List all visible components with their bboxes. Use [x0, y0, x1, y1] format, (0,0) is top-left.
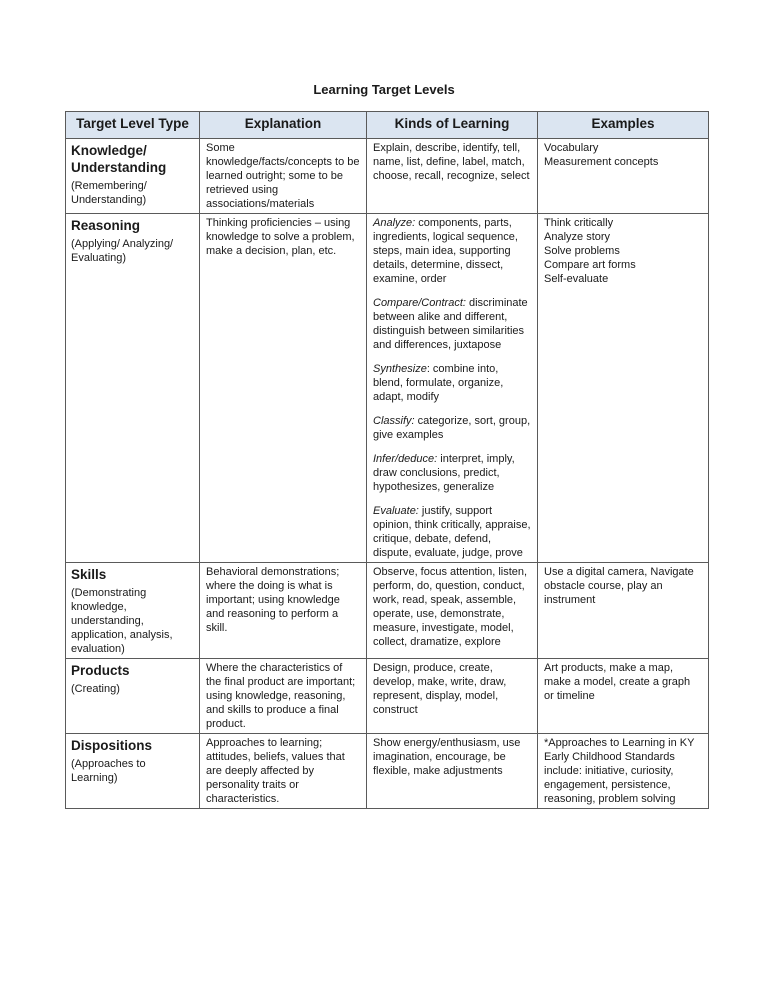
target-level-subtitle: (Approaches to Learning) [71, 758, 146, 784]
table-row-products [66, 659, 709, 734]
kind-text: Design, produce, create, develop, make, write, draw, represent, display, model, construct [373, 662, 507, 716]
example-item: Use a digital camera, Navigate obstacle course, play an instrument [544, 566, 694, 606]
explanation-cell [200, 214, 367, 563]
target-level-title: Products [71, 663, 130, 678]
explanation-cell [200, 139, 367, 214]
explanation-cell [200, 734, 367, 809]
target-level-type-cell [66, 659, 200, 734]
target-level-title: Skills [71, 567, 107, 582]
kinds-of-learning-cell [367, 139, 538, 214]
learning-target-table [65, 111, 709, 809]
kind-text: categorize, sort, group, give examples [373, 415, 531, 441]
table-row-skills [66, 563, 709, 659]
kind-text: justify, support opinion, think critically, appraise, critique, debate, defend, dispute, evaluate, judge, prove [373, 505, 531, 559]
target-level-subtitle: (Demonstrating knowledge, understanding, application, analysis, evaluation) [71, 587, 173, 655]
kind-text: Observe, focus attention, listen, perform, do, question, conduct, work, read, speak, assemble, operate, use, demonstrate, measure, investigate, model, collect, dramatize, explore [373, 566, 528, 648]
examples-cell [538, 214, 709, 563]
table-row-knowledge-understanding [66, 139, 709, 214]
kind-of-learning-item [373, 141, 531, 183]
header-target-level-type: Target Level Type [66, 112, 200, 139]
table-row-reasoning [66, 214, 709, 563]
example-item: Self-evaluate [544, 273, 609, 285]
header-kinds-of-learning: Kinds of Learning [367, 112, 538, 139]
explanation-cell [200, 563, 367, 659]
explanation-text: Some knowledge/facts/concepts to be learned outright; some to be retrieved using associations/materials [206, 142, 360, 210]
target-level-type-cell [66, 139, 200, 214]
examples-cell [538, 563, 709, 659]
kinds-of-learning-cell [367, 734, 538, 809]
target-level-subtitle: (Remembering/ Understanding) [71, 180, 147, 206]
examples-cell [538, 659, 709, 734]
kind-text: components, parts, ingredients, logical sequence, steps, main idea, supporting details, determine, dissect, examine, order [373, 217, 518, 285]
kind-of-learning-item [373, 362, 531, 404]
target-level-title: Knowledge/ Understanding [71, 143, 167, 175]
target-level-subtitle: (Applying/ Analyzing/ Evaluating) [71, 238, 174, 264]
example-item: Solve problems [544, 245, 620, 257]
kind-of-learning-item [373, 452, 531, 494]
example-item: Art products, make a map, make a model, create a graph or timeline [544, 662, 691, 702]
target-level-title: Reasoning [71, 218, 141, 233]
target-level-subtitle: (Creating) [71, 683, 120, 695]
kind-of-learning-item [373, 414, 531, 442]
kind-of-learning-item [373, 661, 531, 717]
target-level-type-cell [66, 214, 200, 563]
kind-text: Show energy/enthusiasm, use imagination, encourage, be flexible, make adjustments [373, 737, 521, 777]
kinds-of-learning-cell [367, 659, 538, 734]
target-level-title: Dispositions [71, 738, 153, 753]
example-item: Measurement concepts [544, 156, 659, 168]
example-item: *Approaches to Learning in KY Early Childhood Standards include: initiative, curiosity, engagement, persistence, reasoning, problem solving [544, 737, 695, 805]
kinds-of-learning-cell [367, 214, 538, 563]
page-title: Learning Target Levels [313, 82, 455, 97]
target-level-type-cell [66, 734, 200, 809]
table-header-row [66, 112, 709, 139]
kind-of-learning-item [373, 216, 531, 286]
examples-cell [538, 139, 709, 214]
example-item: Think critically [544, 217, 614, 229]
example-item: Analyze story [544, 231, 611, 243]
kind-of-learning-item [373, 736, 531, 778]
kind-of-learning-item [373, 296, 531, 352]
explanation-text: Approaches to learning; attitudes, beliefs, values that are deeply affected by personality traits or characteristics. [206, 737, 345, 805]
table-row-dispositions [66, 734, 709, 809]
header-explanation: Explanation [200, 112, 367, 139]
kind-of-learning-item [373, 565, 531, 649]
kind-text: interpret, imply, draw conclusions, predict, hypothesizes, generalize [373, 453, 515, 493]
explanation-cell [200, 659, 367, 734]
kind-of-learning-item [373, 504, 531, 560]
example-item: Compare art forms [544, 259, 636, 271]
kind-label: Analyze: [373, 217, 416, 229]
header-examples: Examples [538, 112, 709, 139]
kind-text: discriminate between alike and different, distinguish between similarities and differences, juxtapose [373, 297, 528, 351]
kind-text: Explain, describe, identify, tell, name, list, define, label, match, choose, recall, recognize, select [373, 142, 530, 182]
kind-text: : combine into, blend, formulate, organize, adapt, modify [373, 363, 504, 403]
kind-label: Infer/deduce: [373, 453, 438, 465]
target-level-type-cell [66, 563, 200, 659]
kind-label: Evaluate: [373, 505, 419, 517]
explanation-text: Behavioral demonstrations; where the doing is what is important; using knowledge and reasoning to perform a skill. [206, 566, 340, 634]
example-item: Vocabulary [544, 142, 599, 154]
kind-label: Classify: [373, 415, 415, 427]
kinds-of-learning-cell [367, 563, 538, 659]
examples-cell [538, 734, 709, 809]
explanation-text: Thinking proficiencies – using knowledge to solve a problem, make a decision, plan, etc. [206, 217, 355, 257]
explanation-text: Where the characteristics of the final product are important; using knowledge, reasoning, and skills to produce a final product. [206, 662, 356, 730]
kind-label: Compare/Contract: [373, 297, 466, 309]
kind-label: Synthesize [373, 363, 427, 375]
